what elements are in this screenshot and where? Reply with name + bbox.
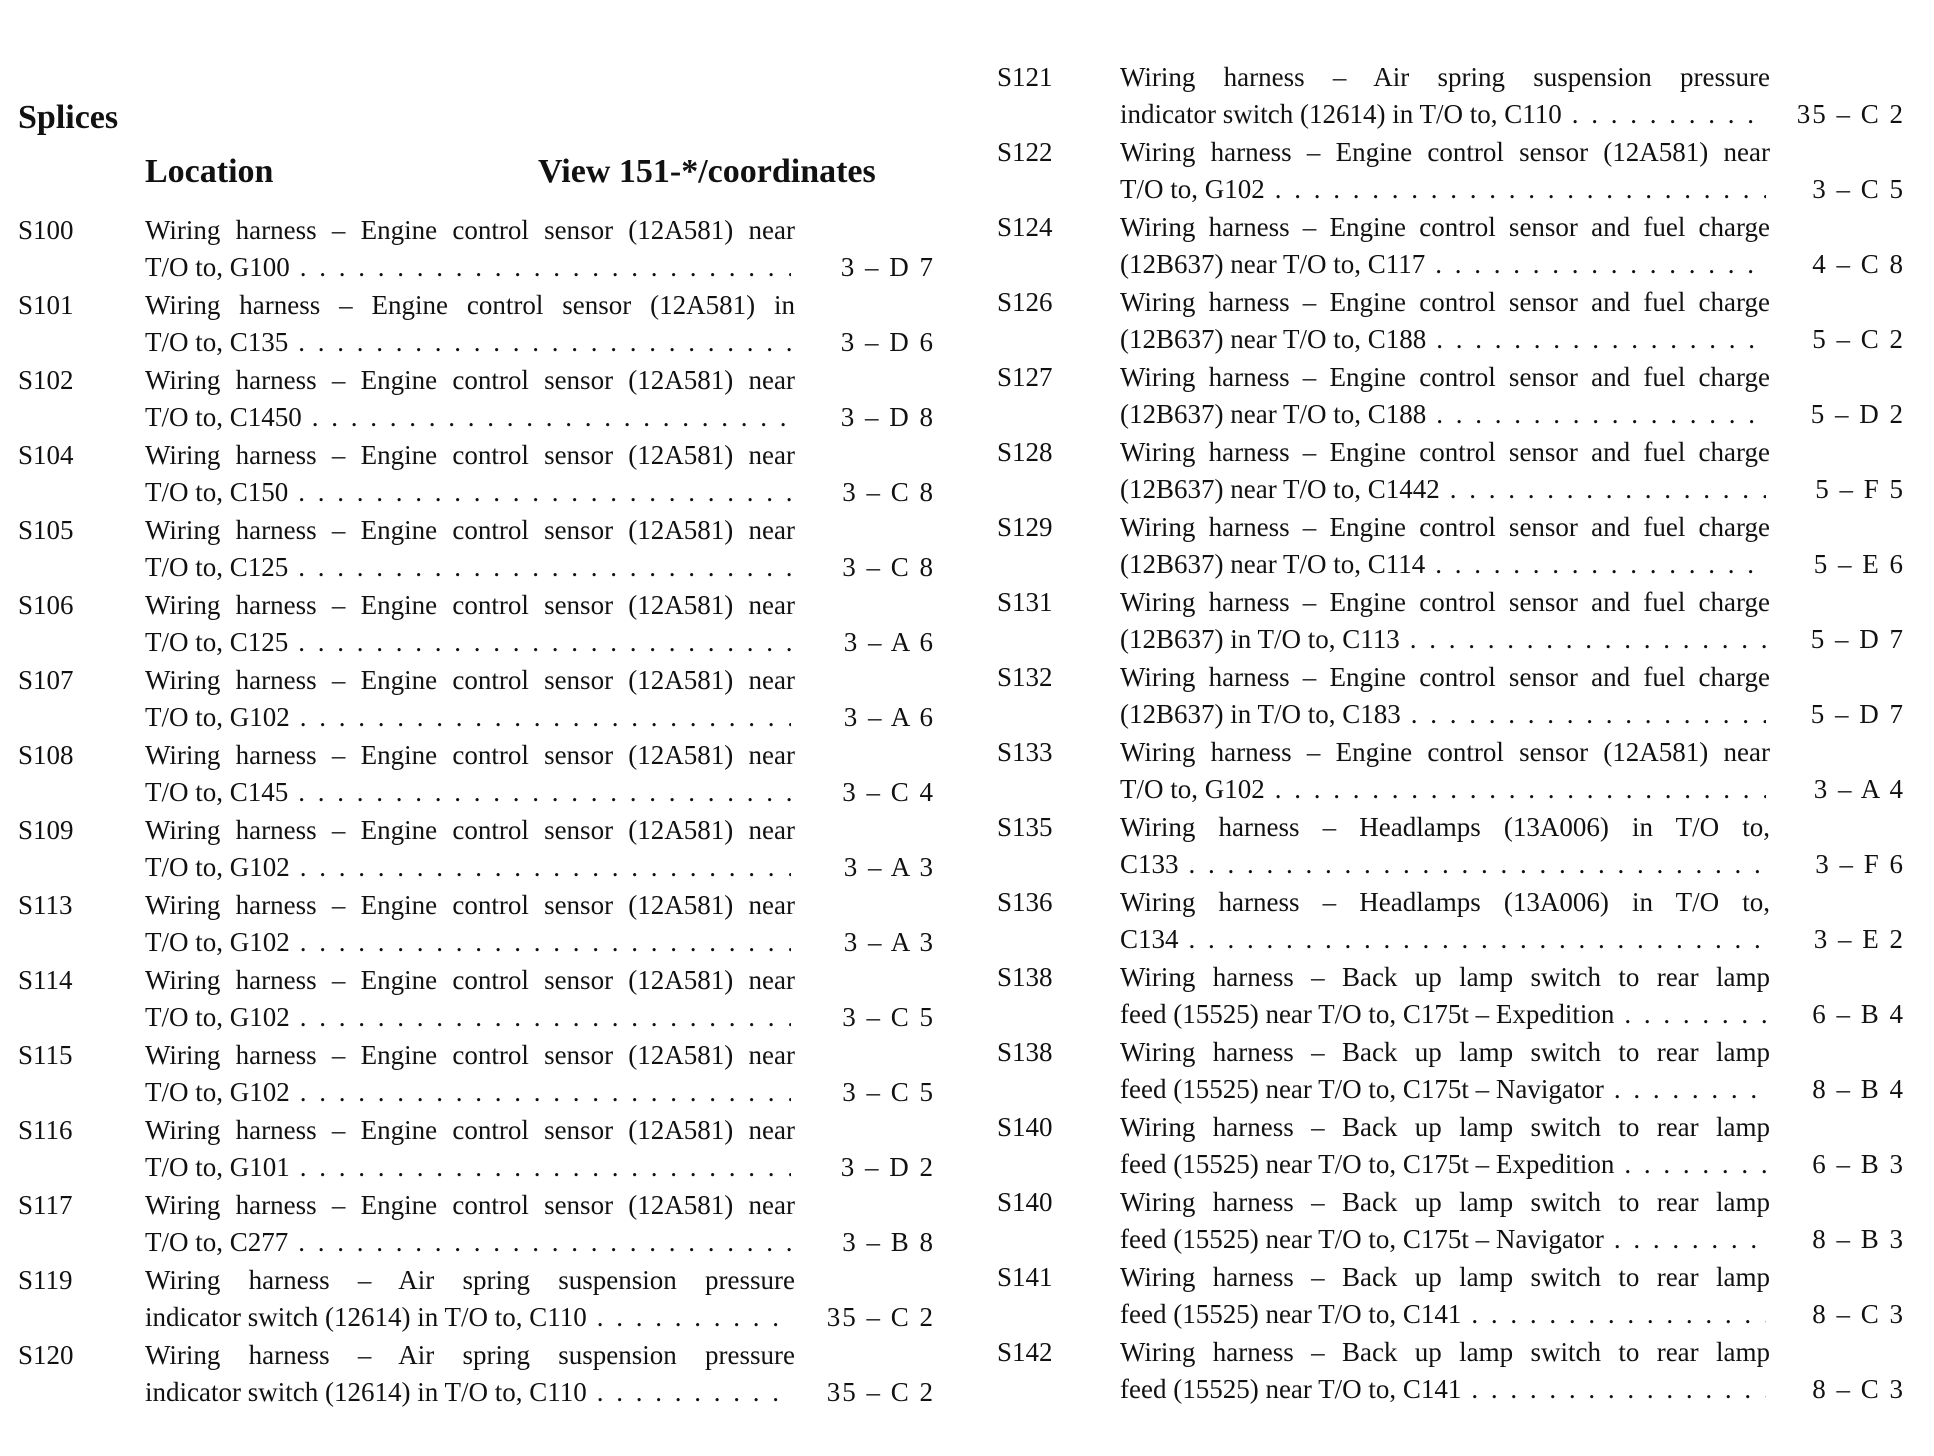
splice-location <box>1120 209 1770 283</box>
splice-location <box>145 962 795 1036</box>
location-line-2-text: T/O to, G101 <box>145 1152 290 1182</box>
location-line-1: Wiring harness – Engine control sensor (12A581) near <box>1120 737 1770 767</box>
view-coordinate: 3 – C 5 <box>842 1077 935 1107</box>
dot-leader <box>1450 471 1766 508</box>
splice-location <box>1120 1334 1770 1408</box>
location-line-2 <box>1120 321 1770 358</box>
location-line-2-text: feed (15525) near T/O to, C175t – Expedition <box>1120 999 1615 1029</box>
location-line-2 <box>145 924 795 961</box>
view-coordinate: 3 – A 6 <box>843 627 935 657</box>
splice-id: S100 <box>18 215 74 245</box>
location-line-1: Wiring harness – Engine control sensor (12A581) near <box>145 215 795 245</box>
splice-location <box>1120 584 1770 658</box>
splice-id: S115 <box>18 1040 73 1070</box>
column-header-view-coordinates: View 151-*/coordinates <box>538 153 876 190</box>
location-line-1: Wiring harness – Back up lamp switch to rear lamp <box>1120 1337 1770 1367</box>
view-coordinate: 35 – C 2 <box>826 1377 935 1407</box>
location-line-1: Wiring harness – Back up lamp switch to rear lamp <box>1120 962 1770 992</box>
splice-id: S126 <box>997 287 1053 317</box>
dot-leader <box>1624 996 1766 1033</box>
location-line-1: Wiring harness – Engine control sensor (12A581) near <box>145 365 795 395</box>
dot-leader <box>1614 1221 1766 1258</box>
splice-location <box>1120 59 1770 133</box>
splice-location <box>1120 884 1770 958</box>
location-line-1: Wiring harness – Engine control sensor (12A581) near <box>145 1115 795 1145</box>
splice-location <box>1120 959 1770 1033</box>
dot-leader <box>1189 846 1766 883</box>
dot-leader <box>1471 1296 1766 1333</box>
splice-id: S102 <box>18 365 74 395</box>
location-line-2 <box>1120 696 1770 733</box>
splice-location <box>1120 359 1770 433</box>
splice-id: S122 <box>997 137 1053 167</box>
view-coordinate: 5 – E 6 <box>1813 549 1905 579</box>
location-line-2-text: (12B637) in T/O to, C113 <box>1120 624 1400 654</box>
splice-id: S140 <box>997 1112 1053 1142</box>
dot-leader <box>300 249 791 286</box>
location-line-2 <box>1120 396 1770 433</box>
location-line-1: Wiring harness – Air spring suspension pressure <box>145 1340 795 1370</box>
location-line-1: Wiring harness – Engine control sensor (12A581) near <box>145 1040 795 1070</box>
splice-id: S133 <box>997 737 1053 767</box>
splice-location <box>145 812 795 886</box>
view-coordinate: 3 – C 8 <box>842 477 935 507</box>
dot-leader <box>1471 1371 1766 1408</box>
location-line-2 <box>1120 1146 1770 1183</box>
location-line-1: Wiring harness – Engine control sensor (12A581) near <box>145 1190 795 1220</box>
view-coordinate: 3 – D 6 <box>840 327 935 357</box>
view-coordinate: 3 – A 4 <box>1813 774 1905 804</box>
view-coordinate: 6 – B 3 <box>1812 1149 1905 1179</box>
view-coordinate: 5 – D 7 <box>1810 699 1905 729</box>
location-line-2-text: T/O to, C145 <box>145 777 289 807</box>
location-line-2-text: T/O to, C277 <box>145 1227 289 1257</box>
location-line-2 <box>145 1149 795 1186</box>
splice-location <box>145 512 795 586</box>
splice-location <box>1120 1034 1770 1108</box>
location-line-1: Wiring harness – Engine control sensor (12A581) in <box>145 290 795 320</box>
location-line-2 <box>145 399 795 436</box>
location-line-2-text: T/O to, G102 <box>145 927 290 957</box>
splice-location <box>145 1262 795 1336</box>
location-line-2 <box>1120 921 1770 958</box>
location-line-2-text: feed (15525) near T/O to, C141 <box>1120 1374 1462 1404</box>
splice-id: S107 <box>18 665 74 695</box>
location-line-1: Wiring harness – Engine control sensor (12A581) near <box>145 590 795 620</box>
location-line-2 <box>1120 1071 1770 1108</box>
location-line-2 <box>1120 96 1770 133</box>
splice-id: S116 <box>18 1115 73 1145</box>
location-line-2-text: T/O to, G102 <box>145 702 290 732</box>
dot-leader <box>300 699 791 736</box>
location-line-1: Wiring harness – Engine control sensor (12A581) near <box>145 515 795 545</box>
location-line-1: Wiring harness – Engine control sensor (12A581) near <box>145 815 795 845</box>
dot-leader <box>300 924 791 961</box>
location-line-2-text: feed (15525) near T/O to, C175t – Expedition <box>1120 1149 1615 1179</box>
location-line-1: Wiring harness – Headlamps (13A006) in T/O to, <box>1120 887 1770 917</box>
dot-leader <box>300 999 791 1036</box>
location-line-1: Wiring harness – Engine control sensor and fuel charge <box>1120 662 1770 692</box>
dot-leader <box>312 399 791 436</box>
location-line-1: Wiring harness – Engine control sensor (12A581) near <box>145 890 795 920</box>
splice-location <box>145 1337 795 1411</box>
location-line-2-text: T/O to, G100 <box>145 252 290 282</box>
location-line-1: Wiring harness – Engine control sensor (12A581) near <box>145 665 795 695</box>
dot-leader <box>1614 1071 1766 1108</box>
location-line-2 <box>1120 1371 1770 1408</box>
dot-leader <box>1436 396 1766 433</box>
location-line-2-text: T/O to, G102 <box>145 852 290 882</box>
location-line-1: Wiring harness – Back up lamp switch to rear lamp <box>1120 1112 1770 1142</box>
location-line-2 <box>1120 621 1770 658</box>
splice-location <box>145 662 795 736</box>
location-line-2 <box>145 1299 795 1336</box>
dot-leader <box>298 1224 791 1261</box>
splice-id: S109 <box>18 815 74 845</box>
location-line-1: Wiring harness – Air spring suspension pressure <box>145 1265 795 1295</box>
dot-leader <box>1410 621 1766 658</box>
view-coordinate: 3 – D 2 <box>840 1152 935 1182</box>
location-line-2 <box>1120 771 1770 808</box>
location-line-2-text: (12B637) near T/O to, C188 <box>1120 399 1427 429</box>
location-line-2 <box>145 624 795 661</box>
splice-location <box>145 1112 795 1186</box>
dot-leader <box>1435 546 1766 583</box>
splice-location <box>145 287 795 361</box>
location-line-2-text: indicator switch (12614) in T/O to, C110 <box>1120 99 1562 129</box>
location-line-2 <box>145 324 795 361</box>
location-line-1: Wiring harness – Engine control sensor (12A581) near <box>1120 137 1770 167</box>
location-line-2 <box>1120 1296 1770 1333</box>
splice-id: S138 <box>997 1037 1053 1067</box>
splice-id: S117 <box>18 1190 73 1220</box>
location-line-2-text: T/O to, G102 <box>1120 774 1265 804</box>
location-line-1: Wiring harness – Engine control sensor and fuel charge <box>1120 512 1770 542</box>
view-coordinate: 35 – C 2 <box>1796 99 1905 129</box>
splice-location <box>1120 284 1770 358</box>
view-coordinate: 5 – F 5 <box>1815 474 1905 504</box>
view-coordinate: 3 – D 7 <box>840 252 935 282</box>
view-coordinate: 3 – C 4 <box>842 777 935 807</box>
splice-location <box>145 212 795 286</box>
dot-leader <box>300 1074 791 1111</box>
splice-id: S113 <box>18 890 73 920</box>
dot-leader <box>1624 1146 1766 1183</box>
location-line-2-text: (12B637) near T/O to, C117 <box>1120 249 1426 279</box>
splice-id: S135 <box>997 812 1053 842</box>
location-line-2 <box>145 699 795 736</box>
view-coordinate: 4 – C 8 <box>1812 249 1905 279</box>
location-line-2-text: (12B637) near T/O to, C114 <box>1120 549 1426 579</box>
location-line-2-text: T/O to, C135 <box>145 327 289 357</box>
splice-location <box>1120 734 1770 808</box>
splice-location <box>145 887 795 961</box>
dot-leader <box>1275 171 1766 208</box>
location-line-2 <box>145 249 795 286</box>
location-line-1: Wiring harness – Engine control sensor (12A581) near <box>145 740 795 770</box>
splice-id: S138 <box>997 962 1053 992</box>
location-line-2-text: feed (15525) near T/O to, C175t – Navigator <box>1120 1074 1604 1104</box>
location-line-2 <box>1120 846 1770 883</box>
location-line-1: Wiring harness – Engine control sensor and fuel charge <box>1120 287 1770 317</box>
location-line-2-text: C134 <box>1120 924 1179 954</box>
dot-leader <box>298 474 791 511</box>
splice-id: S131 <box>997 587 1053 617</box>
splice-id: S105 <box>18 515 74 545</box>
splice-id: S140 <box>997 1187 1053 1217</box>
location-line-2-text: indicator switch (12614) in T/O to, C110 <box>145 1302 587 1332</box>
location-line-1: Wiring harness – Engine control sensor and fuel charge <box>1120 437 1770 467</box>
view-coordinate: 3 – C 5 <box>842 1002 935 1032</box>
splice-location <box>1120 509 1770 583</box>
splice-id: S119 <box>18 1265 73 1295</box>
dot-leader <box>597 1374 791 1411</box>
location-line-1: Wiring harness – Back up lamp switch to rear lamp <box>1120 1187 1770 1217</box>
location-line-2 <box>1120 471 1770 508</box>
view-coordinate: 3 – F 6 <box>1815 849 1905 879</box>
location-line-2-text: T/O to, C125 <box>145 552 289 582</box>
splice-id: S132 <box>997 662 1053 692</box>
dot-leader <box>597 1299 791 1336</box>
splice-location <box>145 362 795 436</box>
splice-id: S129 <box>997 512 1053 542</box>
location-line-2 <box>145 1374 795 1411</box>
location-line-2-text: T/O to, G102 <box>145 1077 290 1107</box>
splice-location <box>1120 809 1770 883</box>
location-line-2 <box>145 999 795 1036</box>
location-line-2 <box>1120 546 1770 583</box>
location-line-2 <box>1120 1221 1770 1258</box>
dot-leader <box>1275 771 1766 808</box>
column-header-location: Location <box>145 153 274 190</box>
location-line-1: Wiring harness – Headlamps (13A006) in T/O to, <box>1120 812 1770 842</box>
view-coordinate: 3 – E 2 <box>1813 924 1905 954</box>
location-line-2 <box>145 1074 795 1111</box>
location-line-2 <box>145 1224 795 1261</box>
location-line-2 <box>1120 246 1770 283</box>
splice-id: S128 <box>997 437 1053 467</box>
dot-leader <box>1436 321 1766 358</box>
view-coordinate: 3 – B 8 <box>842 1227 935 1257</box>
view-coordinate: 8 – C 3 <box>1812 1374 1905 1404</box>
dot-leader <box>1189 921 1766 958</box>
view-coordinate: 3 – C 8 <box>842 552 935 582</box>
location-line-1: Wiring harness – Air spring suspension pressure <box>1120 62 1770 92</box>
location-line-1: Wiring harness – Engine control sensor and fuel charge <box>1120 212 1770 242</box>
splice-id: S142 <box>997 1337 1053 1367</box>
view-coordinate: 3 – A 3 <box>843 852 935 882</box>
splice-id: S121 <box>997 62 1053 92</box>
location-line-2 <box>145 774 795 811</box>
dot-leader <box>1435 246 1766 283</box>
splice-location <box>145 1187 795 1261</box>
location-line-2-text: feed (15525) near T/O to, C175t – Navigator <box>1120 1224 1604 1254</box>
view-coordinate: 3 – D 8 <box>840 402 935 432</box>
splice-location <box>1120 1184 1770 1258</box>
view-coordinate: 5 – D 2 <box>1810 399 1905 429</box>
location-line-2 <box>1120 171 1770 208</box>
splice-id: S136 <box>997 887 1053 917</box>
view-coordinate: 3 – A 3 <box>843 927 935 957</box>
view-coordinate: 8 – C 3 <box>1812 1299 1905 1329</box>
splice-id: S101 <box>18 290 74 320</box>
location-line-1: Wiring harness – Engine control sensor (12A581) near <box>145 440 795 470</box>
location-line-2-text: C133 <box>1120 849 1179 879</box>
dot-leader <box>298 774 791 811</box>
splice-location <box>145 737 795 811</box>
dot-leader <box>300 1149 791 1186</box>
dot-leader <box>1572 96 1766 133</box>
location-line-2-text: feed (15525) near T/O to, C141 <box>1120 1299 1462 1329</box>
location-line-2-text: T/O to, G102 <box>1120 174 1265 204</box>
section-title: Splices <box>18 99 119 136</box>
dot-leader <box>1411 696 1766 733</box>
splice-id: S127 <box>997 362 1053 392</box>
view-coordinate: 6 – B 4 <box>1812 999 1905 1029</box>
splice-location <box>1120 1259 1770 1333</box>
view-coordinate: 3 – A 6 <box>843 702 935 732</box>
splice-location <box>145 1037 795 1111</box>
view-coordinate: 8 – B 3 <box>1812 1224 1905 1254</box>
location-line-2-text: (12B637) in T/O to, C183 <box>1120 699 1401 729</box>
location-line-1: Wiring harness – Engine control sensor and fuel charge <box>1120 587 1770 617</box>
splice-location <box>1120 1109 1770 1183</box>
splice-location <box>1120 659 1770 733</box>
location-line-1: Wiring harness – Engine control sensor (12A581) near <box>145 965 795 995</box>
location-line-2-text: T/O to, C125 <box>145 627 289 657</box>
location-line-1: Wiring harness – Engine control sensor and fuel charge <box>1120 362 1770 392</box>
location-line-2-text: T/O to, C150 <box>145 477 289 507</box>
view-coordinate: 35 – C 2 <box>826 1302 935 1332</box>
location-line-1: Wiring harness – Back up lamp switch to rear lamp <box>1120 1262 1770 1292</box>
splice-id: S124 <box>997 212 1053 242</box>
splice-id: S141 <box>997 1262 1053 1292</box>
location-line-2-text: T/O to, G102 <box>145 1002 290 1032</box>
location-line-2 <box>145 549 795 586</box>
view-coordinate: 5 – C 2 <box>1812 324 1905 354</box>
splice-location <box>145 437 795 511</box>
splice-id: S114 <box>18 965 73 995</box>
view-coordinate: 3 – C 5 <box>1812 174 1905 204</box>
splice-id: S106 <box>18 590 74 620</box>
location-line-2 <box>145 849 795 886</box>
location-line-2-text: indicator switch (12614) in T/O to, C110 <box>145 1377 587 1407</box>
dot-leader <box>300 849 791 886</box>
splice-id: S104 <box>18 440 74 470</box>
splice-location <box>1120 434 1770 508</box>
location-line-2-text: T/O to, C1450 <box>145 402 302 432</box>
location-line-2 <box>145 474 795 511</box>
location-line-1: Wiring harness – Back up lamp switch to rear lamp <box>1120 1037 1770 1067</box>
view-coordinate: 5 – D 7 <box>1810 624 1905 654</box>
view-coordinate: 8 – B 4 <box>1812 1074 1905 1104</box>
location-line-2-text: (12B637) near T/O to, C188 <box>1120 324 1427 354</box>
splice-location <box>1120 134 1770 208</box>
dot-leader <box>298 324 791 361</box>
dot-leader <box>298 549 791 586</box>
location-line-2-text: (12B637) near T/O to, C1442 <box>1120 474 1440 504</box>
splice-location <box>145 587 795 661</box>
splice-id: S108 <box>18 740 74 770</box>
location-line-2 <box>1120 996 1770 1033</box>
splice-id: S120 <box>18 1340 74 1370</box>
dot-leader <box>298 624 791 661</box>
